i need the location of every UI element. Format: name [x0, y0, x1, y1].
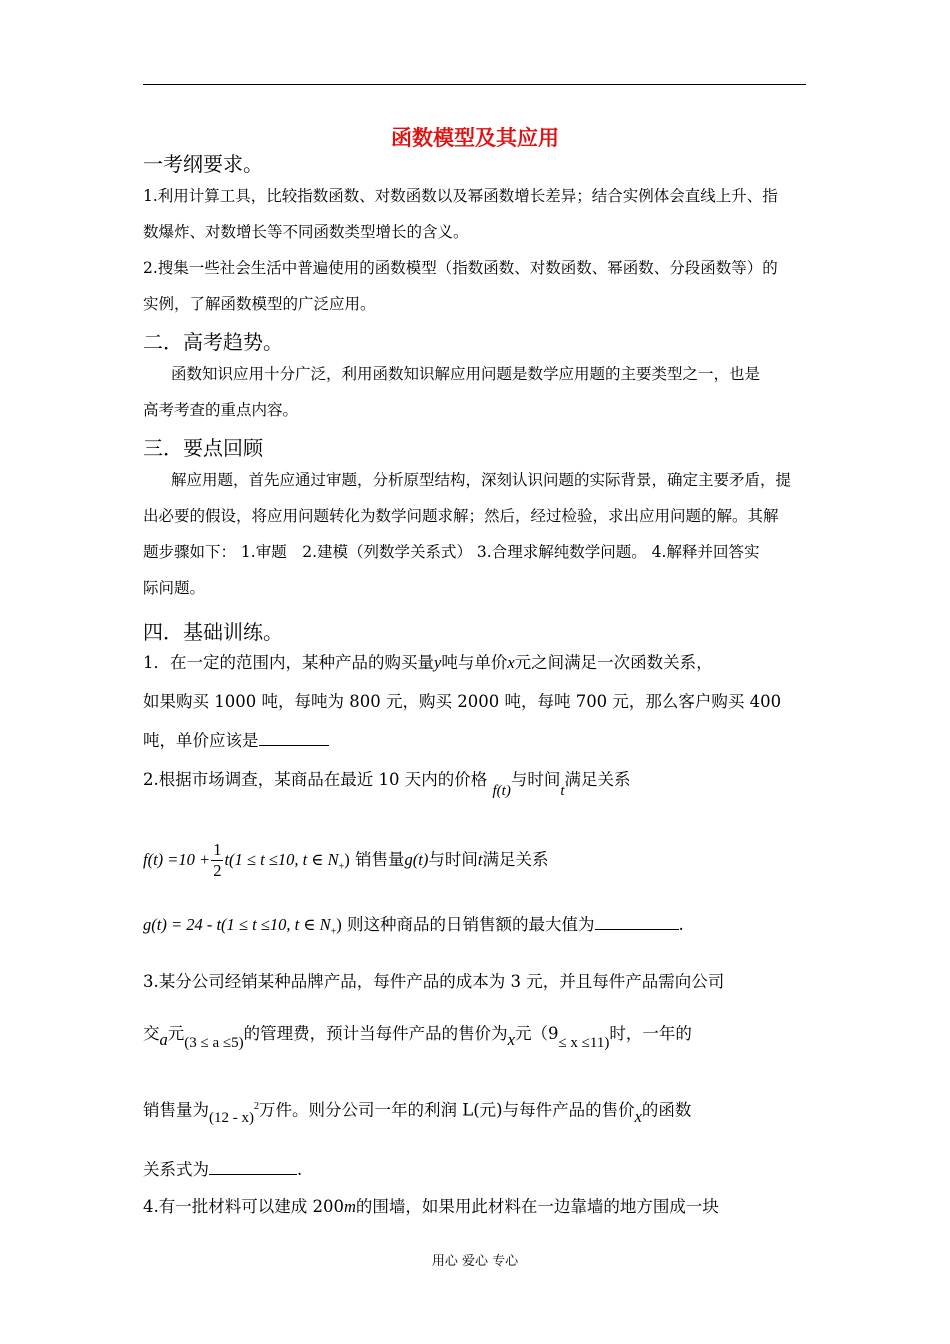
math-ft: f(t)	[492, 783, 511, 799]
question-4: 4.有一批材料可以建成 200m的围墙，如果用此材料在一边靠墙的地方围成一块	[143, 1197, 719, 1216]
section-heading-2: 二．高考趋势。	[143, 330, 283, 354]
text-line: 出必要的假设，将应用问题转化为数学问题求解；然后，经过检验，求出应用问题的解。其解	[143, 507, 779, 525]
answer-blank[interactable]	[259, 727, 329, 746]
text-line: 解应用题，首先应通过审题，分析原型结构，深刻认识问题的实际背景，确定主要矛盾，提	[171, 471, 792, 489]
page-title: 函数模型及其应用	[391, 125, 559, 150]
paragraph-1	[143, 178, 807, 250]
text-line: 际问题。	[143, 579, 206, 597]
text-line: 数爆炸、对数增长等不同函数类型增长的含义。	[143, 223, 469, 241]
question-1	[143, 643, 807, 760]
fraction: $\frac{1}{2}$	[213, 840, 222, 880]
text-line: 函数知识应用十分广泛，利用函数知识解应用问题是数学应用题的主要类型之一，也是	[171, 365, 761, 383]
math-square: (12 - x)	[209, 1109, 254, 1126]
math-gt: g(t)	[404, 850, 429, 869]
math-range-a: (3 ≤ a ≤5)	[184, 1035, 244, 1051]
text-line: 题步骤如下： 1.审题 2.建模（列数学关系式） 3.合理求解纯数学问题。 4.解释并回答实	[143, 543, 760, 561]
question-3-line-4: 关系式为 .	[143, 1150, 807, 1189]
var-x: x	[507, 1030, 515, 1049]
var-a: a	[159, 1030, 168, 1049]
paragraph-2	[143, 250, 807, 322]
question-2-line-1: 2.根据市场调查，某商品在最近 10 天内的价格 f(t)与时间t满足关系	[143, 770, 631, 799]
section-heading-4: 四．基础训练。	[143, 620, 283, 644]
header-rule	[143, 84, 806, 85]
math-f-lhs: f(t) =10 +	[143, 850, 211, 869]
question-3-line-3: 销售量为(12 - x)$^2$万件。则分公司一年的利润 L(元)与每件产品的售价x的函数	[143, 1100, 692, 1126]
question-3-line-1: 3.某分公司经销某种品牌产品，每件产品的成本为 3 元，并且每件产品需向公司	[143, 972, 725, 991]
paragraph-4	[143, 462, 807, 606]
section-heading-1: 一考纲要求。	[143, 152, 263, 176]
math-t: t	[560, 783, 565, 799]
text-line: 吨，单价应该是	[143, 721, 807, 760]
text-line: 1．在一定的范围内，某种产品的购买量y吨与单价x元之间满足一次函数关系，	[143, 653, 713, 672]
page-footer: 用心 爱心 专心	[431, 1254, 519, 1269]
math-range-x: ≤ x ≤11)	[558, 1035, 610, 1051]
answer-blank[interactable]	[209, 1156, 297, 1175]
text-line: 1.利用计算工具，比较指数函数、对数函数以及幂函数增长差异；结合实例体会直线上升、指	[143, 187, 778, 205]
var-y: y	[434, 653, 442, 672]
math-f-rhs: t(1 ≤ t ≤10, t ∈ N	[224, 850, 339, 869]
var-x: x	[507, 653, 515, 672]
math-g-expr: g(t) = 24 - t(1 ≤ t ≤10, t ∈ N	[143, 915, 331, 934]
question-3-line-2: 交a元(3 ≤ a ≤5)的管理费，预计当每件产品的售价为x元（9≤ x ≤11)时，一年的	[143, 1024, 692, 1051]
text-line: 如果购买 1000 吨，每吨为 800 元，购买 2000 吨，每吨 700 元，那么客户购买 400	[143, 692, 782, 711]
section-heading-3: 三．要点回顾	[143, 436, 263, 460]
question-2-line-3: g(t) = 24 - t(1 ≤ t ≤10, t ∈ $N_+$) 则这种商品的日销售额的最大值为 .	[143, 905, 807, 951]
text-line: 高考考查的重点内容。	[143, 401, 299, 419]
text-line: 2.搜集一些社会生活中普遍使用的函数模型（指数函数、对数函数、幂函数、分段函数等）的	[143, 259, 778, 277]
paragraph-3	[143, 356, 807, 428]
question-2-line-2: f(t) =10 + $\frac{1}{2}$ t(1 ≤ t ≤10, t ∈ $N_+$) 销售量g(t)与时间t满足关系	[143, 840, 549, 880]
var-m: m	[343, 1197, 356, 1216]
text-line: 实例，了解函数模型的广泛应用。	[143, 295, 376, 313]
answer-blank[interactable]	[595, 911, 679, 930]
